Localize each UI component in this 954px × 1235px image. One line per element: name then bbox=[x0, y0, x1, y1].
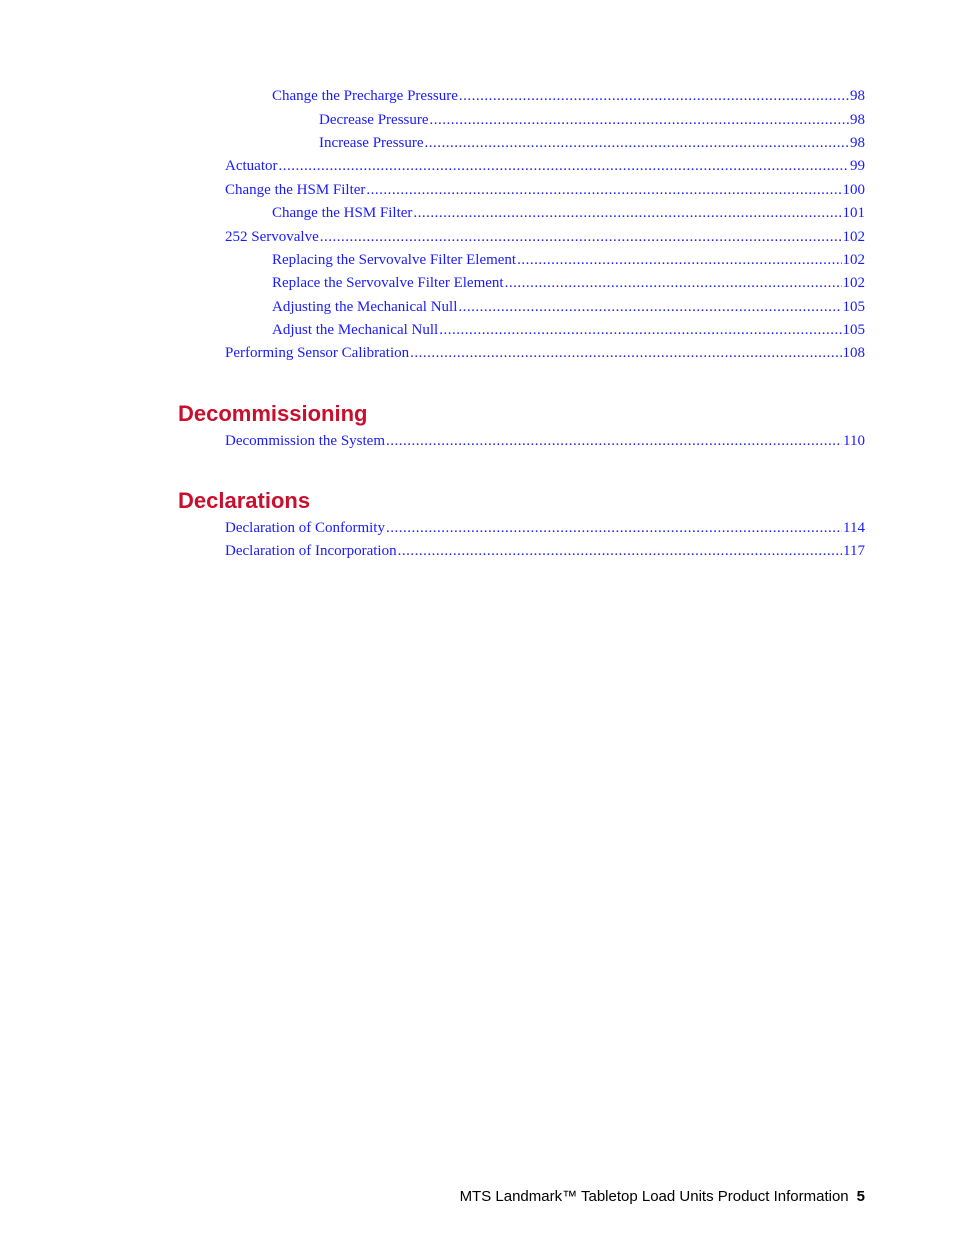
toc-entry-title: Decommission the System bbox=[225, 433, 385, 449]
toc-entry-page: 108 bbox=[842, 345, 865, 361]
toc-entry-title: Performing Sensor Calibration bbox=[225, 345, 410, 361]
toc-entry-title: Adjust the Mechanical Null bbox=[272, 322, 439, 338]
toc-entry-title: Adjusting the Mechanical Null bbox=[272, 299, 458, 315]
toc-entry-page: 100 bbox=[842, 182, 865, 198]
toc-entry-title: Change the Precharge Pressure bbox=[272, 88, 458, 104]
toc-entry[interactable] bbox=[272, 322, 865, 342]
toc-entry-title: Declaration of Conformity bbox=[225, 520, 385, 536]
toc-entry[interactable] bbox=[272, 252, 865, 272]
dot-leader bbox=[505, 275, 842, 292]
dot-leader bbox=[398, 543, 842, 560]
dot-leader bbox=[386, 520, 842, 537]
toc-entry[interactable] bbox=[225, 182, 865, 202]
dot-leader bbox=[410, 345, 841, 362]
dot-leader bbox=[278, 158, 849, 175]
footer-document-title: MTS Landmark™ Tabletop Load Units Product Information bbox=[459, 1188, 849, 1205]
toc-entry-page: 101 bbox=[842, 205, 865, 221]
toc-entry-title: Decrease Pressure bbox=[319, 112, 429, 128]
toc-entry-page: 99 bbox=[850, 158, 865, 174]
toc-entry-title: Increase Pressure bbox=[319, 135, 424, 151]
dot-leader bbox=[517, 252, 841, 269]
toc-entry-title: 252 Servovalve bbox=[225, 229, 319, 245]
dot-leader bbox=[320, 229, 842, 246]
toc-entry-page: 114 bbox=[843, 520, 865, 536]
dot-leader bbox=[425, 135, 849, 152]
dot-leader bbox=[366, 182, 841, 199]
dot-leader bbox=[459, 88, 849, 105]
toc-entry-page: 98 bbox=[850, 135, 865, 151]
toc-entry-page: 98 bbox=[850, 88, 865, 104]
toc-entry[interactable] bbox=[272, 275, 865, 295]
dot-leader bbox=[439, 322, 841, 339]
toc-entry-title: Actuator bbox=[225, 158, 278, 174]
toc-entry-page: 105 bbox=[842, 299, 865, 315]
toc-entry-page: 102 bbox=[842, 252, 865, 268]
toc-entry-page: 98 bbox=[850, 112, 865, 128]
toc-entry[interactable] bbox=[272, 88, 865, 108]
toc-entry[interactable] bbox=[225, 520, 865, 540]
section-heading-decommissioning: Decommissioning bbox=[178, 401, 368, 426]
dot-leader bbox=[386, 433, 842, 450]
footer-page-number: 5 bbox=[856, 1188, 865, 1205]
dot-leader bbox=[458, 299, 841, 316]
toc-entry[interactable] bbox=[225, 158, 865, 178]
toc-entry[interactable] bbox=[225, 433, 865, 453]
toc-entry-page: 110 bbox=[843, 433, 865, 449]
toc-entry[interactable] bbox=[319, 112, 865, 132]
toc-entry-title: Change the HSM Filter bbox=[225, 182, 366, 198]
toc-entry-title: Change the HSM Filter bbox=[272, 205, 413, 221]
page-footer bbox=[460, 1188, 865, 1205]
toc-entry-title: Declaration of Incorporation bbox=[225, 543, 397, 559]
toc-entry[interactable] bbox=[225, 543, 865, 563]
toc-entry[interactable] bbox=[272, 205, 865, 225]
toc-entry[interactable] bbox=[319, 135, 865, 155]
toc-entry-title: Replace the Servovalve Filter Element bbox=[272, 275, 504, 291]
dot-leader bbox=[430, 112, 849, 129]
toc-entry[interactable] bbox=[225, 345, 865, 365]
toc-entry-title: Replacing the Servovalve Filter Element bbox=[272, 252, 517, 268]
toc-entry-page: 105 bbox=[842, 322, 865, 338]
toc-entry[interactable] bbox=[272, 299, 865, 319]
section-heading-declarations: Declarations bbox=[178, 488, 311, 513]
toc-entry[interactable] bbox=[225, 229, 865, 249]
toc-entry-page: 102 bbox=[842, 229, 865, 245]
dot-leader bbox=[413, 205, 841, 222]
toc-entry-page: 102 bbox=[842, 275, 865, 291]
toc-entry-page: 117 bbox=[843, 543, 865, 559]
